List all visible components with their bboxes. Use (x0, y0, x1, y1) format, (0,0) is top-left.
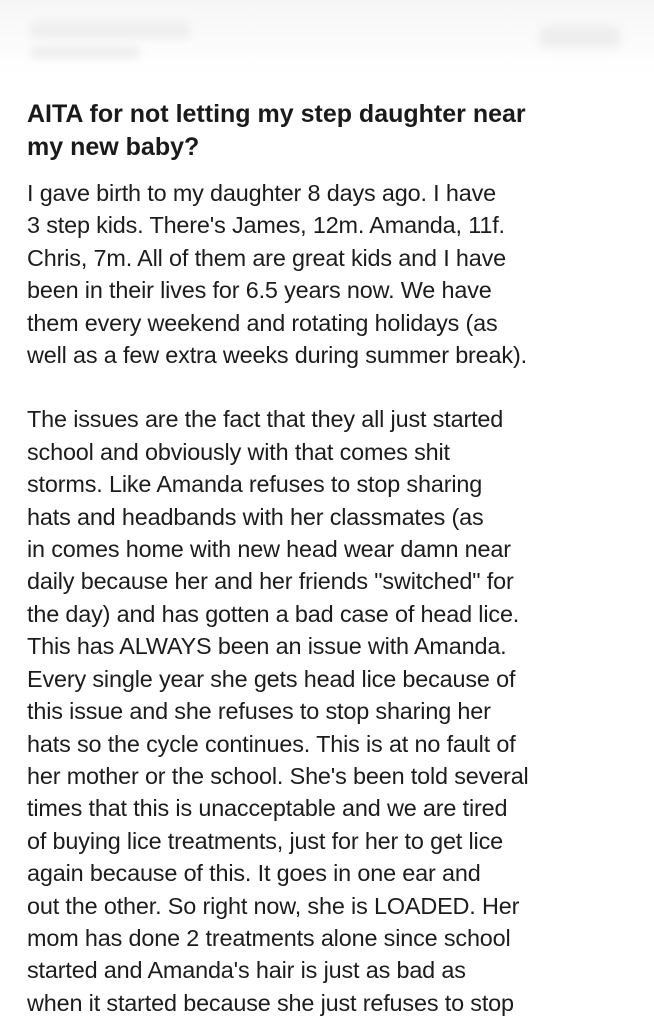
post-title-line: my new baby? (27, 133, 200, 161)
body-line: this issue and she refuses to stop sharing her (27, 698, 491, 725)
body-line: 3 step kids. There's James, 12m. Amanda, 11f. (27, 212, 505, 239)
bottom-fade (0, 1018, 654, 1024)
body-line: This has ALWAYS been an issue with Amanda. (27, 633, 507, 660)
body-line: started and Amanda's hair is just as bad as (27, 957, 466, 984)
body-line: storms. Like Amanda refuses to stop sharing (27, 471, 483, 498)
body-line: them every weekend and rotating holidays (as (27, 309, 498, 336)
body-line: her mother or the school. She's been told several (27, 762, 529, 789)
body-line: in comes home with new head wear damn near (27, 536, 511, 563)
post-body-paragraph (27, 177, 651, 371)
post-title-line: AITA for not letting my step daughter near (27, 100, 526, 128)
body-line: of buying lice treatments, just for her to get lice (27, 827, 503, 854)
blurred-header-icon (540, 26, 620, 48)
body-line: well as a few extra weeks during summer break). (27, 342, 527, 369)
body-line: mom has done 2 treatments alone since school (27, 924, 511, 951)
post-title[interactable] (27, 98, 627, 164)
body-line: daily because her and her friends "switched" for (27, 568, 514, 595)
body-line: again because of this. It goes in one ear and (27, 860, 481, 887)
body-line: school and obviously with that comes shit (27, 438, 450, 465)
body-line: when it started because she just refuses to stop (27, 989, 514, 1016)
blurred-header-text (30, 22, 190, 38)
body-line: Chris, 7m. All of them are great kids and I have (27, 244, 507, 271)
body-line: out the other. So right now, she is LOADED. Her (27, 892, 520, 919)
post-body-paragraph (27, 403, 651, 1019)
body-line: times that this is unacceptable and we are tired (27, 795, 508, 822)
body-line: Every single year she gets head lice because of (27, 665, 516, 692)
body-line: hats and headbands with her classmates (as (27, 503, 484, 530)
post (27, 98, 651, 1019)
body-line: The issues are the fact that they all just started (27, 406, 504, 433)
body-line: the day) and has gotten a bad case of head lice. (27, 600, 520, 627)
body-line: been in their lives for 6.5 years now. We have (27, 277, 492, 304)
paragraph-spacer (27, 371, 651, 403)
blurred-header (0, 0, 654, 78)
body-line: hats so the cycle continues. This is at no fault of (27, 730, 516, 757)
blurred-header-text (30, 46, 140, 58)
body-line: I gave birth to my daughter 8 days ago. I have (27, 180, 496, 206)
